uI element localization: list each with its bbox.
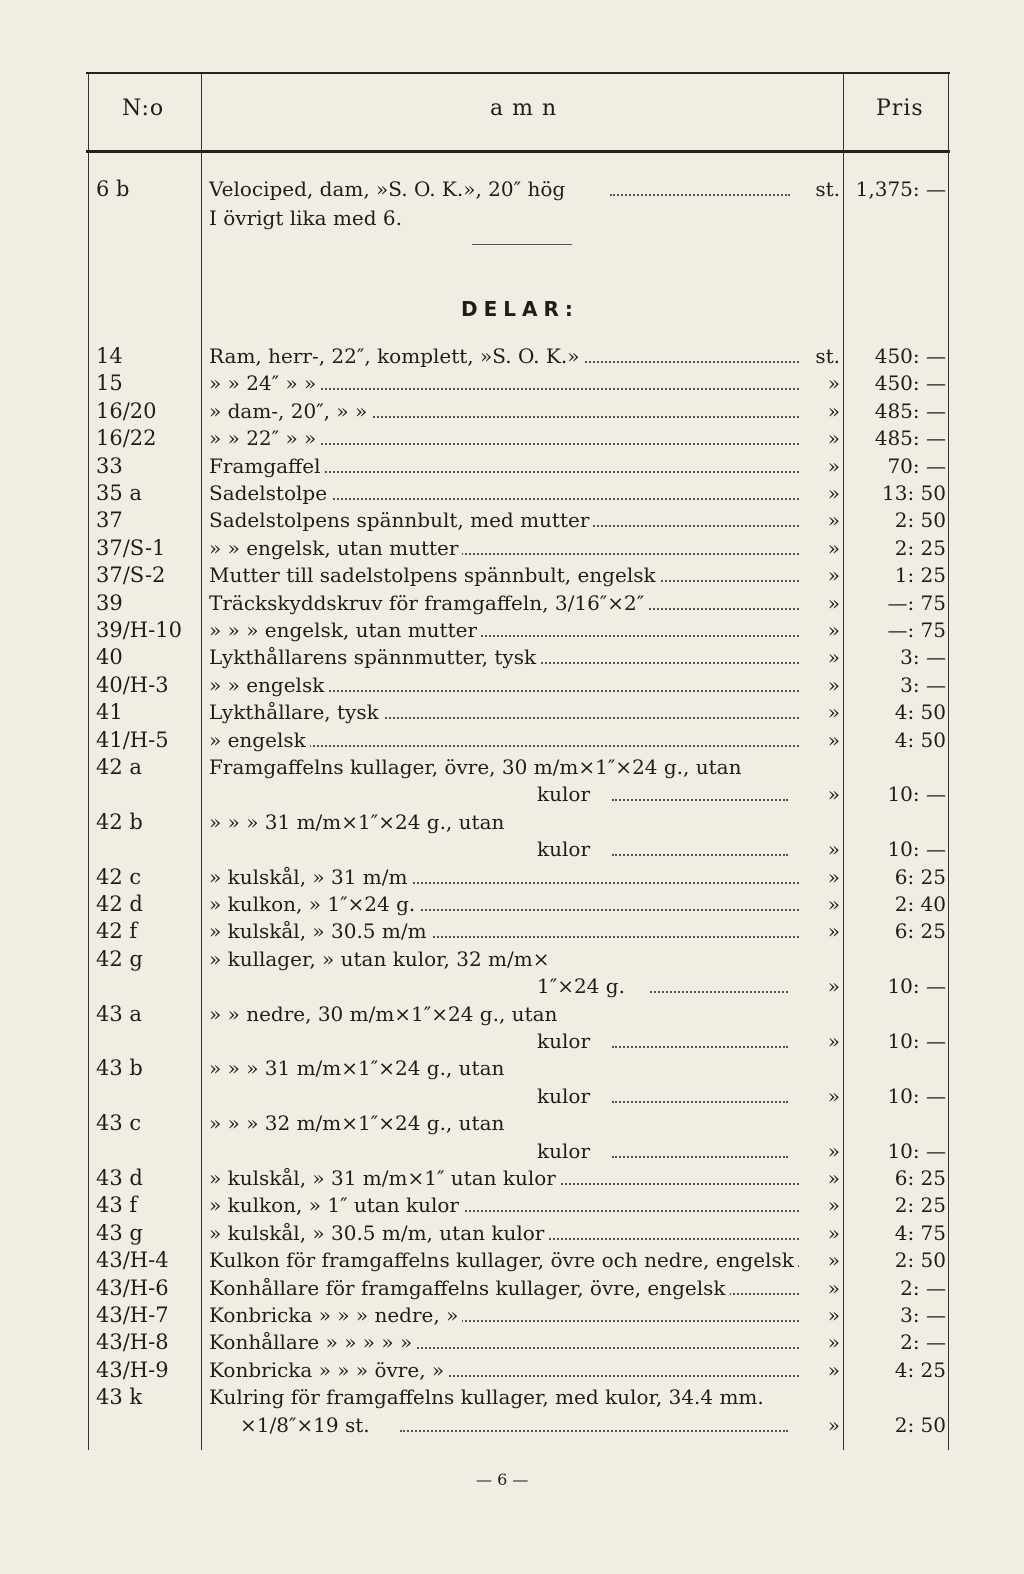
item-price: 2: 50 xyxy=(894,1413,946,1437)
item-unit: » xyxy=(827,919,840,943)
item-name: Sadelstolpe xyxy=(209,480,809,507)
item-name: Framgaffelns kullager, övre, 30 m/m×1″×24 g., utan xyxy=(209,754,809,781)
table-row xyxy=(0,1329,1024,1356)
item-number: 43/H-7 xyxy=(96,1303,169,1327)
item-name-continuation: 1″×24 g. xyxy=(537,973,1024,1000)
item-name: » kulskål, » 31 m/m×1″ utan kulor xyxy=(209,1165,809,1192)
item-unit: » xyxy=(827,1358,840,1382)
item-unit: » xyxy=(827,536,840,560)
item-name: » » engelsk, utan mutter xyxy=(209,535,809,562)
item-name: » kullager, » utan kulor, 32 m/m× xyxy=(209,946,809,973)
item-unit: st. xyxy=(815,344,840,368)
item-price: 2: 25 xyxy=(894,1193,946,1217)
table-row xyxy=(0,343,1024,370)
item-price: 2: 40 xyxy=(894,892,946,916)
item-number: 40 xyxy=(96,645,123,669)
item-name-continuation: kulor xyxy=(537,781,1024,808)
item-unit: » xyxy=(827,1413,840,1437)
item-name: Konbricka » » » nedre, » xyxy=(209,1302,809,1329)
item-price: 70: — xyxy=(887,454,946,478)
item-unit: » xyxy=(827,1303,840,1327)
item-name: » kulskål, » 30.5 m/m, utan kulor xyxy=(209,1220,809,1247)
item-name: » kulkon, » 1″×24 g. xyxy=(209,891,809,918)
table-row xyxy=(0,699,1024,726)
item-number: 43/H-6 xyxy=(96,1276,169,1300)
table-row xyxy=(0,727,1024,754)
item-name: » engelsk xyxy=(209,727,809,754)
item-price: 2: — xyxy=(900,1276,946,1300)
item-number: 42 d xyxy=(96,892,143,916)
item-number: 16/22 xyxy=(96,426,157,450)
item-price: 4: 75 xyxy=(894,1221,946,1245)
item-unit: » xyxy=(827,892,840,916)
item-name: » » » 32 m/m×1″×24 g., utan xyxy=(209,1110,809,1137)
item-unit: » xyxy=(827,481,840,505)
item-number: 6 b xyxy=(96,177,130,201)
item-name: Lykthållarens spännmutter, tysk xyxy=(209,644,809,671)
item-number: 39/H-10 xyxy=(96,618,182,642)
item-name: » » » engelsk, utan mutter xyxy=(209,617,809,644)
item-number: 33 xyxy=(96,454,123,478)
item-number: 43 b xyxy=(96,1056,143,1080)
table-row-continuation xyxy=(0,1412,1024,1439)
item-name-continuation: kulor xyxy=(537,836,1024,863)
item-unit: » xyxy=(827,618,840,642)
item-name: Velociped, dam, »S. O. K.», 20″ hög xyxy=(209,176,809,203)
item-unit: st. xyxy=(815,177,840,201)
item-price: 450: — xyxy=(874,344,946,368)
top-rule xyxy=(86,72,950,74)
item-unit: » xyxy=(827,1193,840,1217)
item-number: 41 xyxy=(96,700,123,724)
item-name: Konhållare » » » » » xyxy=(209,1329,809,1356)
item-name: » » » 31 m/m×1″×24 g., utan xyxy=(209,1055,809,1082)
item-name: » dam-, 20″, » » xyxy=(209,398,809,425)
table-row xyxy=(0,1110,1024,1137)
table-row xyxy=(0,1220,1024,1247)
separator-rule xyxy=(472,244,572,245)
item-name: Sadelstolpens spännbult, med mutter xyxy=(209,507,809,534)
item-number: 40/H-3 xyxy=(96,673,169,697)
table-row xyxy=(0,370,1024,397)
table-row xyxy=(0,1357,1024,1384)
table-row xyxy=(0,1165,1024,1192)
table-row-continuation xyxy=(0,1138,1024,1165)
item-number: 43 d xyxy=(96,1166,143,1190)
table-row-continuation xyxy=(0,836,1024,863)
item-name: » kulkon, » 1″ utan kulor xyxy=(209,1192,809,1219)
item-number: 42 g xyxy=(96,947,143,971)
table-row xyxy=(0,1302,1024,1329)
item-name: Framgaffel xyxy=(209,453,809,480)
table-row xyxy=(0,453,1024,480)
table-row xyxy=(0,480,1024,507)
item-price: 2: 50 xyxy=(894,508,946,532)
item-number: 43/H-8 xyxy=(96,1330,169,1354)
item-number: 35 a xyxy=(96,481,142,505)
item-note: I övrigt lika med 6. xyxy=(209,206,402,230)
item-price: 6: 25 xyxy=(894,865,946,889)
item-number: 43/H-4 xyxy=(96,1248,169,1272)
item-name-continuation: kulor xyxy=(537,1028,1024,1055)
item-number: 16/20 xyxy=(96,399,157,423)
item-name: Träckskyddskruv för framgaffeln, 3/16″×2″ xyxy=(209,590,809,617)
table-row xyxy=(0,617,1024,644)
item-price: 3: — xyxy=(900,645,946,669)
item-unit: » xyxy=(827,1276,840,1300)
item-unit: » xyxy=(827,1084,840,1108)
item-price: 10: — xyxy=(887,782,946,806)
item-price: 3: — xyxy=(900,673,946,697)
item-price: 10: — xyxy=(887,1084,946,1108)
item-name-continuation: kulor xyxy=(537,1138,1024,1165)
table-row xyxy=(0,754,1024,781)
item-unit: » xyxy=(827,728,840,752)
item-name: » » nedre, 30 m/m×1″×24 g., utan xyxy=(209,1001,809,1028)
item-price: 3: — xyxy=(900,1303,946,1327)
table-row-continuation xyxy=(0,781,1024,808)
item-price: 2: 50 xyxy=(894,1248,946,1272)
section-title: DELAR: xyxy=(461,297,579,321)
item-unit: » xyxy=(827,865,840,889)
item-price: 10: — xyxy=(887,1029,946,1053)
table-row xyxy=(0,1247,1024,1274)
item-price: 485: — xyxy=(874,426,946,450)
table-row xyxy=(0,809,1024,836)
item-unit: » xyxy=(827,1029,840,1053)
table-row xyxy=(0,644,1024,671)
table-row-continuation xyxy=(0,973,1024,1000)
item-unit: » xyxy=(827,645,840,669)
table-row xyxy=(0,562,1024,589)
item-price: 6: 25 xyxy=(894,1166,946,1190)
item-price: 10: — xyxy=(887,974,946,998)
item-price: 10: — xyxy=(887,1139,946,1163)
item-name: Lykthållare, tysk xyxy=(209,699,809,726)
item-unit: » xyxy=(827,563,840,587)
item-price: 1,375: — xyxy=(855,177,946,201)
item-name-continuation: ×1/8″×19 st. xyxy=(240,1412,840,1439)
table-row xyxy=(0,1192,1024,1219)
table-row-continuation xyxy=(0,1028,1024,1055)
item-price: —: 75 xyxy=(887,591,946,615)
item-number: 37/S-1 xyxy=(96,536,166,560)
item-name: Mutter till sadelstolpens spännbult, engelsk xyxy=(209,562,809,589)
header-name: a m n xyxy=(490,96,558,121)
item-unit: » xyxy=(827,1166,840,1190)
table-row xyxy=(0,176,1024,203)
item-number: 43 a xyxy=(96,1002,142,1026)
item-name: Kulring för framgaffelns kullager, med kulor, 34.4 mm. xyxy=(209,1384,809,1411)
item-name: » » » 31 m/m×1″×24 g., utan xyxy=(209,809,809,836)
item-unit: » xyxy=(827,974,840,998)
item-name: Konbricka » » » övre, » xyxy=(209,1357,809,1384)
item-number: 43 c xyxy=(96,1111,142,1135)
item-unit: » xyxy=(827,837,840,861)
item-price: 4: 50 xyxy=(894,700,946,724)
item-unit: » xyxy=(827,782,840,806)
item-number: 43 f xyxy=(96,1193,138,1217)
item-number: 42 b xyxy=(96,810,143,834)
page-number: — 6 — xyxy=(476,1470,529,1489)
item-price: 2: — xyxy=(900,1330,946,1354)
header-rule xyxy=(86,150,950,153)
item-price: 6: 25 xyxy=(894,919,946,943)
item-name: Konhållare för framgaffelns kullager, övre, engelsk xyxy=(209,1275,809,1302)
header-price: Pris xyxy=(876,96,924,121)
item-unit: » xyxy=(827,1248,840,1272)
item-number: 42 c xyxy=(96,865,142,889)
item-number: 43/H-9 xyxy=(96,1358,169,1382)
item-name: » » 24″ » » xyxy=(209,370,809,397)
table-row xyxy=(0,672,1024,699)
item-number: 37/S-2 xyxy=(96,563,166,587)
item-unit: » xyxy=(827,700,840,724)
item-unit: » xyxy=(827,1139,840,1163)
item-price: —: 75 xyxy=(887,618,946,642)
item-name-continuation: kulor xyxy=(537,1083,1024,1110)
item-unit: » xyxy=(827,1221,840,1245)
item-unit: » xyxy=(827,454,840,478)
item-price: 13: 50 xyxy=(882,481,946,505)
item-number: 42 f xyxy=(96,919,138,943)
item-unit: » xyxy=(827,508,840,532)
item-number: 37 xyxy=(96,508,123,532)
table-row xyxy=(0,946,1024,973)
table-row xyxy=(0,918,1024,945)
item-unit: » xyxy=(827,1330,840,1354)
item-number: 14 xyxy=(96,344,123,368)
item-number: 43 k xyxy=(96,1385,143,1409)
item-unit: » xyxy=(827,591,840,615)
item-name: » » engelsk xyxy=(209,672,809,699)
item-name: Ram, herr-, 22″, komplett, »S. O. K.» xyxy=(209,343,809,370)
item-name: » kulskål, » 30.5 m/m xyxy=(209,918,809,945)
item-price: 4: 50 xyxy=(894,728,946,752)
table-row-continuation xyxy=(0,1083,1024,1110)
item-unit: » xyxy=(827,426,840,450)
item-price: 2: 25 xyxy=(894,536,946,560)
item-unit: » xyxy=(827,399,840,423)
item-name: Kulkon för framgaffelns kullager, övre och nedre, engelsk xyxy=(209,1247,809,1274)
item-number: 43 g xyxy=(96,1221,143,1245)
item-price: 4: 25 xyxy=(894,1358,946,1382)
table-row xyxy=(0,1055,1024,1082)
item-number: 15 xyxy=(96,371,123,395)
item-price: 485: — xyxy=(874,399,946,423)
item-price: 450: — xyxy=(874,371,946,395)
table-row xyxy=(0,1001,1024,1028)
table-row xyxy=(0,425,1024,452)
table-row xyxy=(0,1384,1024,1411)
item-unit: » xyxy=(827,673,840,697)
item-unit: » xyxy=(827,371,840,395)
table-row xyxy=(0,398,1024,425)
item-number: 39 xyxy=(96,591,123,615)
item-number: 42 a xyxy=(96,755,142,779)
table-row xyxy=(0,507,1024,534)
table-row xyxy=(0,590,1024,617)
item-price: 1: 25 xyxy=(894,563,946,587)
item-number: 41/H-5 xyxy=(96,728,169,752)
table-row xyxy=(0,1275,1024,1302)
table-row xyxy=(0,535,1024,562)
header-no: N:o xyxy=(122,96,165,121)
item-name: » kulskål, » 31 m/m xyxy=(209,864,809,891)
item-price: 10: — xyxy=(887,837,946,861)
table-row xyxy=(0,891,1024,918)
item-name: » » 22″ » » xyxy=(209,425,809,452)
table-row xyxy=(0,864,1024,891)
